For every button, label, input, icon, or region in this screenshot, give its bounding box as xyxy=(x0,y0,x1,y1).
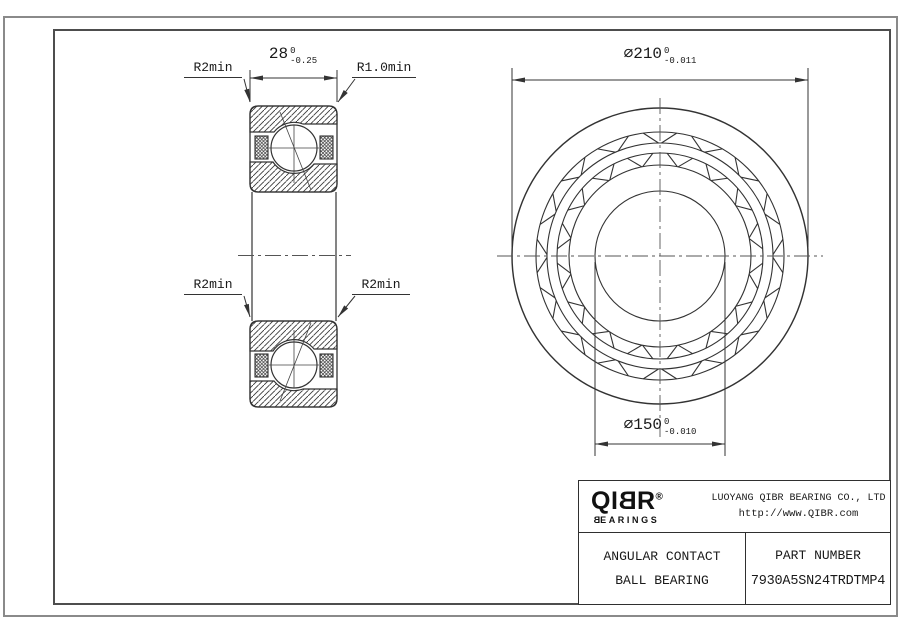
title-block-top-row xyxy=(579,481,890,533)
part-number-cell xyxy=(745,533,890,604)
title-block-bottom-row xyxy=(579,533,890,604)
bore-dim-text: ∅150 0 -0.010 xyxy=(623,416,697,438)
section-view xyxy=(238,70,355,407)
section-bottom-half xyxy=(250,321,337,407)
title-block xyxy=(578,480,891,605)
radius-label-mid-right: R2min xyxy=(352,278,410,295)
logo-subtitle: BEARINGS xyxy=(591,514,660,525)
logo-wordmark: QIBR® xyxy=(591,486,664,515)
radius-label-top-right: R1.0min xyxy=(352,61,416,78)
company-name: LUOYANG QIBR BEARING CO., LTD xyxy=(711,493,886,504)
product-type-line1: ANGULAR CONTACT xyxy=(603,548,721,564)
radius-label-top-left: R2min xyxy=(184,61,242,78)
product-type-line2: BALL BEARING xyxy=(615,573,709,589)
od-dim-text: ∅210 0 -0.011 xyxy=(623,45,697,67)
brand-logo xyxy=(579,481,707,532)
cage-section-left xyxy=(255,136,268,159)
company-website: http://www.QIBR.com xyxy=(738,508,859,520)
radius-label-mid-left: R2min xyxy=(184,278,242,295)
cage-section-right xyxy=(320,136,333,159)
bore-lines xyxy=(252,192,336,321)
cage-section-right-bottom xyxy=(320,354,333,377)
width-dim-text: 28 0 -0.25 xyxy=(268,45,318,67)
section-top-half xyxy=(250,106,337,192)
front-view xyxy=(497,68,823,456)
company-info xyxy=(707,481,890,532)
part-number-value: 7930A5SN24TRDTMP4 xyxy=(750,573,886,589)
product-type-cell xyxy=(579,533,745,604)
part-number-label: PART NUMBER xyxy=(775,548,861,564)
registered-mark: ® xyxy=(655,491,664,503)
width-dimension xyxy=(250,70,337,102)
cage-section-left-bottom xyxy=(255,354,268,377)
